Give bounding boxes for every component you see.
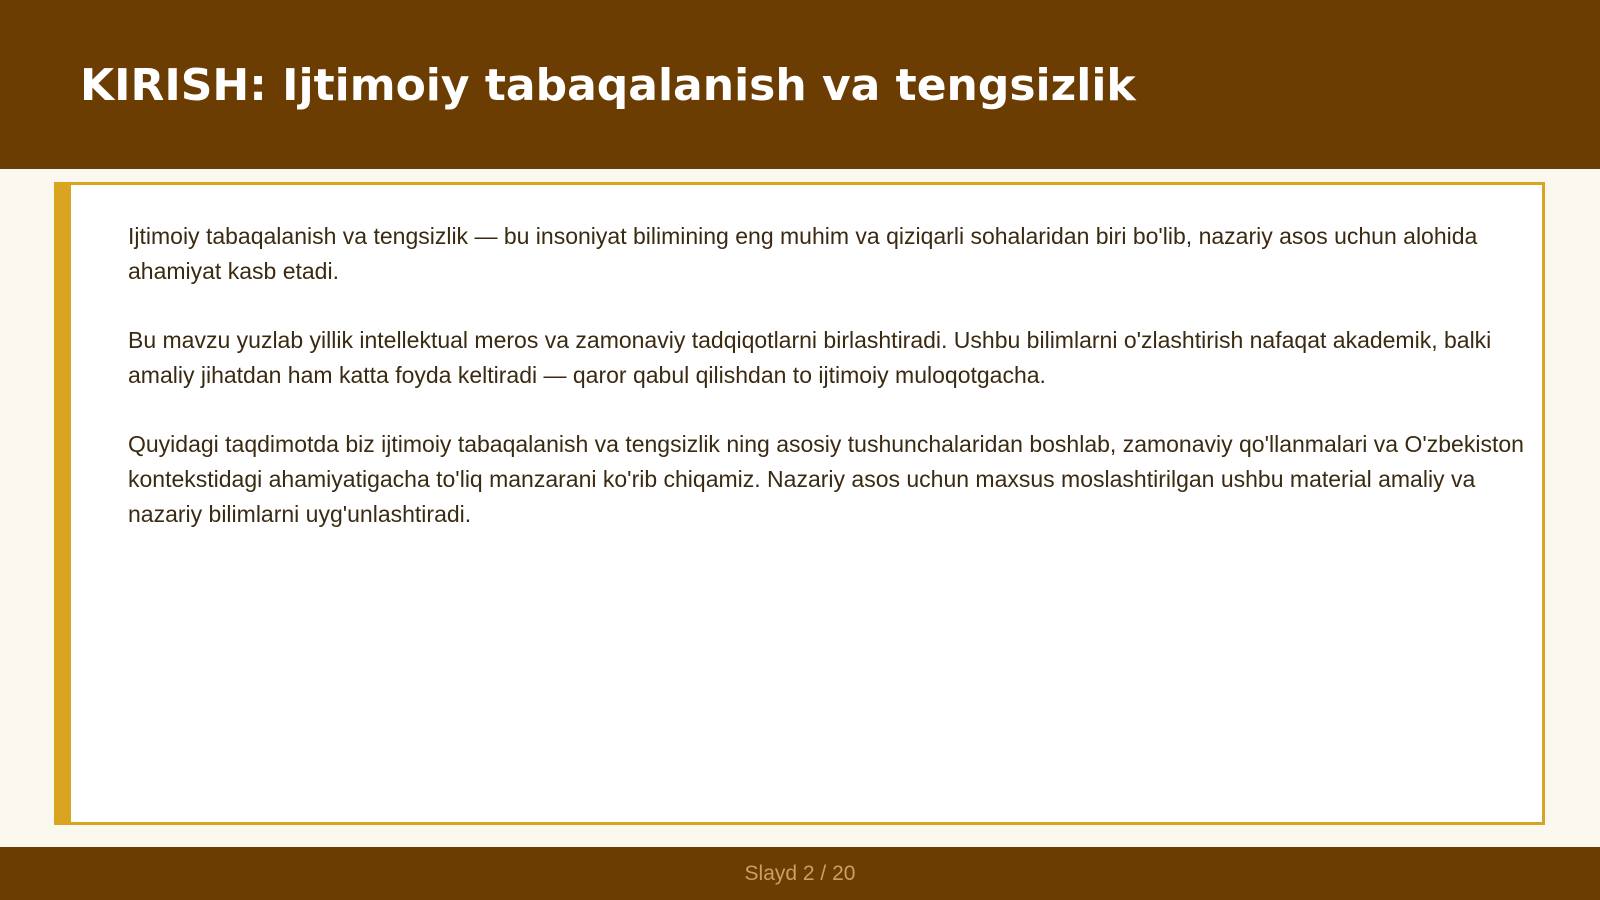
paragraph-3: Quyidagi taqdimotda biz ijtimoiy tabaqalanish va tengsizlik ning asosiy tushunchalaridan boshlab, zamonaviy qo'llanmalari va O'zbekiston kontekstidagi ahamiyatigacha to'liq manzarani ko'rib chiqamiz. Nazariy asos uchun maxsus moslashtirilgan ushbu material amaliy va nazariy bilimlarni uyg'unlashtiradi. (128, 431, 1524, 527)
paragraph-2: Bu mavzu yuzlab yillik intellektual meros va zamonaviy tadqiqotlarni birlashtiradi. Ushbu bilimlarni o'zlashtirish nafaqat akademik, balki amaliy jihatdan ham katta foyda keltiradi — qaror qabul qilishdan to ijtimoiy muloqotgacha. (128, 327, 1492, 388)
header-bar (0, 0, 1600, 169)
paragraph-1: Ijtimoiy tabaqalanish va tengsizlik — bu insoniyat bilimining eng muhim va qiziqarli sohalaridan biri bo'lib, nazariy asos uchun alohida ahamiyat kasb etadi. (128, 223, 1478, 284)
content-box (54, 182, 1545, 825)
slide-title: KIRISH: Ijtimoiy tabaqalanish va tengsizlik (80, 60, 1136, 111)
slide-number: Slayd 2 / 20 (744, 862, 856, 885)
paragraph-list (128, 219, 1528, 566)
footer-bar (0, 847, 1600, 900)
